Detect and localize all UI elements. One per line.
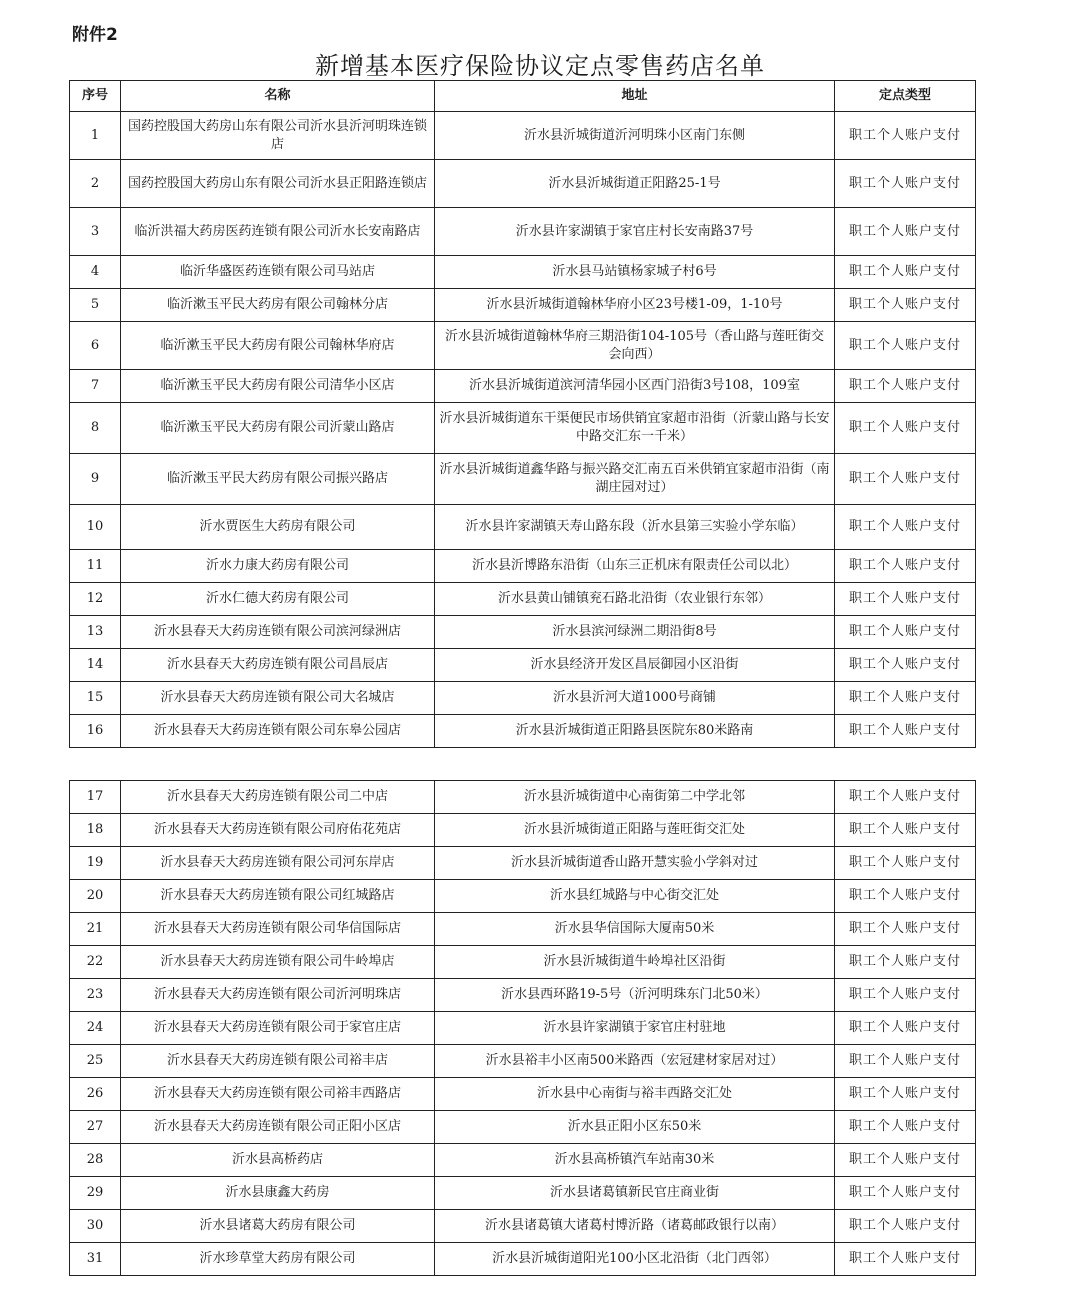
pharmacy-address: 沂水县诸葛镇新民官庄商业街 bbox=[435, 1177, 835, 1210]
pharmacy-table-part1 bbox=[69, 80, 976, 748]
table-row bbox=[70, 370, 976, 403]
table-row bbox=[70, 1177, 976, 1210]
designation-type: 职工个人账户支付 bbox=[835, 1078, 976, 1111]
designation-type: 职工个人账户支付 bbox=[835, 880, 976, 913]
pharmacy-address: 沂水县沂城街道东干渠便民市场供销宜家超市沿街（沂蒙山路与长安中路交汇东一千米） bbox=[435, 403, 835, 454]
pharmacy-name: 沂水县春天大药房连锁有限公司昌辰店 bbox=[121, 649, 435, 682]
table-row bbox=[70, 1144, 976, 1177]
pharmacy-address: 沂水县沂城街道阳光100小区北沿街（北门西邻） bbox=[435, 1243, 835, 1276]
pharmacy-name: 临沂漱玉平民大药房有限公司振兴路店 bbox=[121, 454, 435, 505]
row-number: 15 bbox=[70, 682, 121, 715]
pharmacy-address: 沂水县沂城街道鑫华路与振兴路交汇南五百米供销宜家超市沿街（南湖庄园对过） bbox=[435, 454, 835, 505]
designation-type: 职工个人账户支付 bbox=[835, 913, 976, 946]
table-row bbox=[70, 1111, 976, 1144]
designation-type: 职工个人账户支付 bbox=[835, 847, 976, 880]
row-number: 25 bbox=[70, 1045, 121, 1078]
designation-type: 职工个人账户支付 bbox=[835, 505, 976, 550]
row-number: 27 bbox=[70, 1111, 121, 1144]
row-number: 3 bbox=[70, 208, 121, 256]
pharmacy-name: 沂水县春天大药房连锁有限公司河东岸店 bbox=[121, 847, 435, 880]
pharmacy-name: 沂水县春天大药房连锁有限公司于家官庄店 bbox=[121, 1012, 435, 1045]
row-number: 5 bbox=[70, 289, 121, 322]
table-row bbox=[70, 847, 976, 880]
table-row bbox=[70, 112, 976, 160]
pharmacy-name: 沂水县春天大药房连锁有限公司二中店 bbox=[121, 781, 435, 814]
designation-type: 职工个人账户支付 bbox=[835, 370, 976, 403]
header-address: 地址 bbox=[435, 81, 835, 112]
designation-type: 职工个人账户支付 bbox=[835, 322, 976, 370]
row-number: 4 bbox=[70, 256, 121, 289]
pharmacy-address: 沂水县沂城街道正阳路县医院东80米路南 bbox=[435, 715, 835, 748]
pharmacy-name: 临沂洪福大药房医药连锁有限公司沂水长安南路店 bbox=[121, 208, 435, 256]
pharmacy-name: 沂水县春天大药房连锁有限公司正阳小区店 bbox=[121, 1111, 435, 1144]
pharmacy-name: 临沂漱玉平民大药房有限公司沂蒙山路店 bbox=[121, 403, 435, 454]
designation-type: 职工个人账户支付 bbox=[835, 814, 976, 847]
pharmacy-name: 沂水县康鑫大药房 bbox=[121, 1177, 435, 1210]
pharmacy-name: 沂水县春天大药房连锁有限公司裕丰西路店 bbox=[121, 1078, 435, 1111]
designation-type: 职工个人账户支付 bbox=[835, 1045, 976, 1078]
pharmacy-address: 沂水县马站镇杨家城子村6号 bbox=[435, 256, 835, 289]
row-number: 16 bbox=[70, 715, 121, 748]
pharmacy-address: 沂水县裕丰小区南500米路西（宏冠建材家居对过） bbox=[435, 1045, 835, 1078]
row-number: 21 bbox=[70, 913, 121, 946]
table-row bbox=[70, 160, 976, 208]
pharmacy-address: 沂水县黄山铺镇兖石路北沿街（农业银行东邻） bbox=[435, 583, 835, 616]
pharmacy-address: 沂水县滨河绿洲二期沿街8号 bbox=[435, 616, 835, 649]
pharmacy-name: 沂水县春天大药房连锁有限公司沂河明珠店 bbox=[121, 979, 435, 1012]
table-row bbox=[70, 649, 976, 682]
table-row bbox=[70, 781, 976, 814]
designation-type: 职工个人账户支付 bbox=[835, 1243, 976, 1276]
pharmacy-address: 沂水县红城路与中心街交汇处 bbox=[435, 880, 835, 913]
row-number: 11 bbox=[70, 550, 121, 583]
table-row bbox=[70, 403, 976, 454]
row-number: 9 bbox=[70, 454, 121, 505]
table-row bbox=[70, 880, 976, 913]
row-number: 20 bbox=[70, 880, 121, 913]
table-row bbox=[70, 946, 976, 979]
pharmacy-address: 沂水县沂城街道中心南街第二中学北邻 bbox=[435, 781, 835, 814]
header-name: 名称 bbox=[121, 81, 435, 112]
pharmacy-name: 临沂漱玉平民大药房有限公司翰林华府店 bbox=[121, 322, 435, 370]
document-title: 新增基本医疗保险协议定点零售药店名单 bbox=[315, 52, 765, 80]
designation-type: 职工个人账户支付 bbox=[835, 550, 976, 583]
pharmacy-name: 沂水县春天大药房连锁有限公司红城路店 bbox=[121, 880, 435, 913]
pharmacy-address: 沂水县沂博路东沿街（山东三正机床有限责任公司以北） bbox=[435, 550, 835, 583]
pharmacy-address: 沂水县西环路19-5号（沂河明珠东门北50米） bbox=[435, 979, 835, 1012]
pharmacy-name: 沂水县春天大药房连锁有限公司牛岭埠店 bbox=[121, 946, 435, 979]
pharmacy-name: 沂水县春天大药房连锁有限公司东皋公园店 bbox=[121, 715, 435, 748]
table-row bbox=[70, 583, 976, 616]
row-number: 17 bbox=[70, 781, 121, 814]
row-number: 1 bbox=[70, 112, 121, 160]
table-row bbox=[70, 454, 976, 505]
pharmacy-name: 沂水贾医生大药房有限公司 bbox=[121, 505, 435, 550]
pharmacy-table-part2 bbox=[69, 780, 976, 1276]
table-row bbox=[70, 1012, 976, 1045]
table-row bbox=[70, 322, 976, 370]
row-number: 23 bbox=[70, 979, 121, 1012]
pharmacy-address: 沂水县经济开发区昌辰御园小区沿街 bbox=[435, 649, 835, 682]
table-body-part1 bbox=[70, 112, 976, 748]
designation-type: 职工个人账户支付 bbox=[835, 256, 976, 289]
designation-type: 职工个人账户支付 bbox=[835, 1177, 976, 1210]
designation-type: 职工个人账户支付 bbox=[835, 649, 976, 682]
pharmacy-name: 临沂漱玉平民大药房有限公司翰林分店 bbox=[121, 289, 435, 322]
pharmacy-name: 临沂华盛医药连锁有限公司马站店 bbox=[121, 256, 435, 289]
pharmacy-address: 沂水县诸葛镇大诸葛村博沂路（诸葛邮政银行以南） bbox=[435, 1210, 835, 1243]
row-number: 22 bbox=[70, 946, 121, 979]
row-number: 12 bbox=[70, 583, 121, 616]
designation-type: 职工个人账户支付 bbox=[835, 1144, 976, 1177]
pharmacy-address: 沂水县沂城街道滨河清华园小区西门沿街3号108，109室 bbox=[435, 370, 835, 403]
designation-type: 职工个人账户支付 bbox=[835, 682, 976, 715]
designation-type: 职工个人账户支付 bbox=[835, 946, 976, 979]
pharmacy-address: 沂水县沂城街道正阳路与莲旺街交汇处 bbox=[435, 814, 835, 847]
row-number: 24 bbox=[70, 1012, 121, 1045]
row-number: 18 bbox=[70, 814, 121, 847]
pharmacy-name: 沂水县春天大药房连锁有限公司府佑花苑店 bbox=[121, 814, 435, 847]
pharmacy-name: 国药控股国大药房山东有限公司沂水县沂河明珠连锁店 bbox=[121, 112, 435, 160]
designation-type: 职工个人账户支付 bbox=[835, 1210, 976, 1243]
pharmacy-address: 沂水县高桥镇汽车站南30米 bbox=[435, 1144, 835, 1177]
designation-type: 职工个人账户支付 bbox=[835, 616, 976, 649]
table-body-part2 bbox=[70, 781, 976, 1276]
row-number: 7 bbox=[70, 370, 121, 403]
designation-type: 职工个人账户支付 bbox=[835, 1012, 976, 1045]
pharmacy-address: 沂水县沂城街道沂河明珠小区南门东侧 bbox=[435, 112, 835, 160]
row-number: 30 bbox=[70, 1210, 121, 1243]
table-row bbox=[70, 256, 976, 289]
pharmacy-address: 沂水县许家湖镇天寿山路东段（沂水县第三实验小学东临） bbox=[435, 505, 835, 550]
table-row bbox=[70, 979, 976, 1012]
designation-type: 职工个人账户支付 bbox=[835, 289, 976, 322]
pharmacy-address: 沂水县沂城街道牛岭埠社区沿街 bbox=[435, 946, 835, 979]
attachment-label: 附件2 bbox=[72, 25, 118, 45]
pharmacy-name: 国药控股国大药房山东有限公司沂水县正阳路连锁店 bbox=[121, 160, 435, 208]
designation-type: 职工个人账户支付 bbox=[835, 715, 976, 748]
designation-type: 职工个人账户支付 bbox=[835, 583, 976, 616]
table-row bbox=[70, 715, 976, 748]
pharmacy-name: 临沂漱玉平民大药房有限公司清华小区店 bbox=[121, 370, 435, 403]
row-number: 29 bbox=[70, 1177, 121, 1210]
designation-type: 职工个人账户支付 bbox=[835, 403, 976, 454]
row-number: 28 bbox=[70, 1144, 121, 1177]
designation-type: 职工个人账户支付 bbox=[835, 112, 976, 160]
pharmacy-name: 沂水县春天大药房连锁有限公司华信国际店 bbox=[121, 913, 435, 946]
table-row bbox=[70, 550, 976, 583]
table-row bbox=[70, 913, 976, 946]
table-row bbox=[70, 208, 976, 256]
designation-type: 职工个人账户支付 bbox=[835, 979, 976, 1012]
pharmacy-address: 沂水县许家湖镇于家官庄村长安南路37号 bbox=[435, 208, 835, 256]
pharmacy-name: 沂水县春天大药房连锁有限公司裕丰店 bbox=[121, 1045, 435, 1078]
pharmacy-name: 沂水珍草堂大药房有限公司 bbox=[121, 1243, 435, 1276]
pharmacy-address: 沂水县沂城街道正阳路25-1号 bbox=[435, 160, 835, 208]
table-row bbox=[70, 1243, 976, 1276]
row-number: 31 bbox=[70, 1243, 121, 1276]
row-number: 8 bbox=[70, 403, 121, 454]
pharmacy-name: 沂水县春天大药房连锁有限公司大名城店 bbox=[121, 682, 435, 715]
row-number: 2 bbox=[70, 160, 121, 208]
table-row bbox=[70, 1210, 976, 1243]
pharmacy-address: 沂水县沂河大道1000号商铺 bbox=[435, 682, 835, 715]
table-row bbox=[70, 1078, 976, 1111]
table-header-row bbox=[70, 81, 976, 112]
pharmacy-address: 沂水县中心南街与裕丰西路交汇处 bbox=[435, 1078, 835, 1111]
pharmacy-name: 沂水力康大药房有限公司 bbox=[121, 550, 435, 583]
pharmacy-name: 沂水县诸葛大药房有限公司 bbox=[121, 1210, 435, 1243]
row-number: 13 bbox=[70, 616, 121, 649]
row-number: 14 bbox=[70, 649, 121, 682]
table-row bbox=[70, 682, 976, 715]
pharmacy-address: 沂水县许家湖镇于家官庄村驻地 bbox=[435, 1012, 835, 1045]
table-row bbox=[70, 814, 976, 847]
row-number: 26 bbox=[70, 1078, 121, 1111]
pharmacy-name: 沂水县春天大药房连锁有限公司滨河绿洲店 bbox=[121, 616, 435, 649]
header-type: 定点类型 bbox=[835, 81, 976, 112]
row-number: 6 bbox=[70, 322, 121, 370]
table-row bbox=[70, 1045, 976, 1078]
row-number: 10 bbox=[70, 505, 121, 550]
table-row bbox=[70, 505, 976, 550]
pharmacy-address: 沂水县沂城街道翰林华府三期沿街104-105号（香山路与莲旺街交会向西） bbox=[435, 322, 835, 370]
pharmacy-name: 沂水仁德大药房有限公司 bbox=[121, 583, 435, 616]
designation-type: 职工个人账户支付 bbox=[835, 208, 976, 256]
designation-type: 职工个人账户支付 bbox=[835, 454, 976, 505]
table-row bbox=[70, 616, 976, 649]
table-row bbox=[70, 289, 976, 322]
row-number: 19 bbox=[70, 847, 121, 880]
header-number: 序号 bbox=[70, 81, 121, 112]
designation-type: 职工个人账户支付 bbox=[835, 781, 976, 814]
pharmacy-address: 沂水县正阳小区东50米 bbox=[435, 1111, 835, 1144]
pharmacy-name: 沂水县高桥药店 bbox=[121, 1144, 435, 1177]
pharmacy-address: 沂水县沂城街道翰林华府小区23号楼1-09，1-10号 bbox=[435, 289, 835, 322]
designation-type: 职工个人账户支付 bbox=[835, 160, 976, 208]
pharmacy-address: 沂水县沂城街道香山路开慧实验小学斜对过 bbox=[435, 847, 835, 880]
designation-type: 职工个人账户支付 bbox=[835, 1111, 976, 1144]
pharmacy-address: 沂水县华信国际大厦南50米 bbox=[435, 913, 835, 946]
